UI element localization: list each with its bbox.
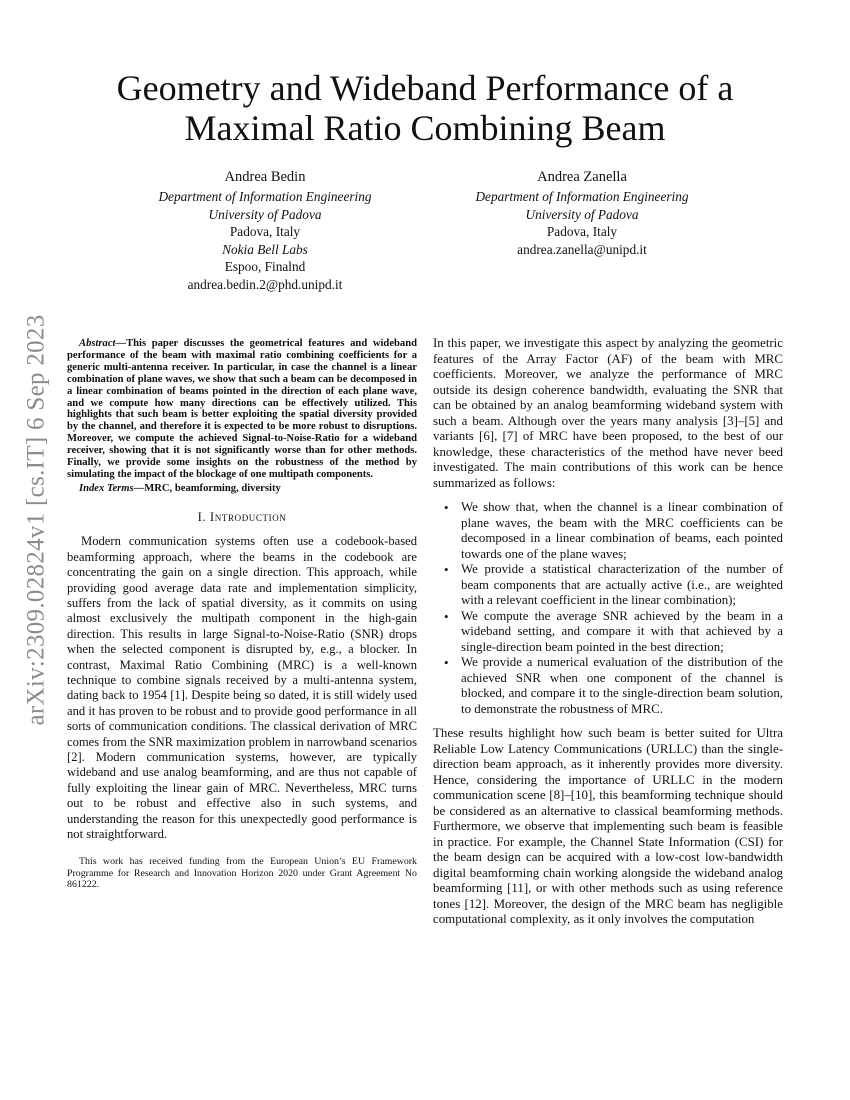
section-heading-introduction [67,509,417,525]
list-item: • We show that, when the channel is a linear combination of plane waves, the beam with the MRC coefficients can be decomposed in a linear combination of beams, each pointed towards one of the plane waves; [461,500,783,562]
author-1 [115,168,415,293]
author-university: University of Padova [208,206,322,222]
author-name: Andrea Bedin [224,169,306,185]
closing-paragraph: These results highlight how such beam is better suited for Ultra Reliable Low Latency Communications (URLLC) than the single-direction beam approach, as it inherently provides more diversity. Hence, considering the importance of URLLC in the modern communication scene [8]–[10], this beamforming technique should be considered as an alternative to classical beamforming methods. Furthermore, we observe that implementing such beam is feasible in practice. For example, the Channel State Information (CSI) for the beam design can be acquired with a low-cost low-bandwidth digital beamforming chain working alongside the wideband analog beamforming [11], or with other methods such as using reference tones [12]. Moreover, the design of the MRC beam has negligible computational complexity, as it only involves the computation [433,726,783,926]
index-terms [67,483,417,495]
author-email: andrea.bedin.2@phd.unipd.it [187,276,343,292]
author-department: Department of Information Engineering [158,189,372,204]
list-item: • We compute the average SNR achieved by the beam in a wideband setting, and compare it with that achieved by a single-direction beam pointed in the best direction; [461,609,783,656]
author-affiliation-2: Nokia Bell Labs [222,241,308,257]
author-email: andrea.zanella@unipd.it [517,241,647,257]
abstract [67,338,417,481]
contributions-list [433,500,783,717]
paper-title: Geometry and Wideband Performance of a Maximal Ratio Combining Beam [116,68,734,148]
index-terms-text: —MRC, beamforming, diversity [133,482,281,494]
section-number: I. [197,509,207,524]
author-location-2: Espoo, Finalnd [224,259,306,274]
author-location: Padova, Italy [229,224,301,239]
contributions-intro-paragraph: In this paper, we investigate this aspect by analyzing the geometric features of the Array Factor (AF) of the beam with MRC coefficients. Moreover, we analyze the performance of MRC outside its design coherence bandwidth, evaluating the SNR that can be obtained by an analog beamforming wideband system with such a beam. Although over the years many analysis [3]–[5] and variants [6], [7] of MRC have been proposed, to the best of our knowledge, these characteristics of the method have never beed investigated. The main contributions of this work can be hence summarized as follows: [433,336,783,490]
author-department: Department of Information Engineering [475,189,689,204]
author-university: University of Padova [525,206,639,222]
abstract-label: Abstract [79,338,116,349]
left-column [67,338,417,890]
author-location: Padova, Italy [546,224,618,239]
funding-footnote: This work has received funding from the European Union’s EU Framework Programme for Research and Innovation Horizon 2020 under Grant Agreement No 861222. [67,856,417,890]
arxiv-identifier-text: arXiv:2309.02824v1 [cs.IT] 6 Sep 2023 [23,314,51,726]
section-title: Introduction [209,508,287,524]
list-item: • We provide a numerical evaluation of the distribution of the achieved SNR when one component of the channel is blocked, and compare it to the single-direction beam solution, to demonstrate the robustness of MRC. [461,655,783,717]
arxiv-identifier-stamp [20,270,54,770]
list-item: • We provide a statistical characterization of the number of beam components that are actually active (i.e., are weighted with a relevant coefficient in the linear combination); [461,562,783,609]
index-terms-label: Index Terms [79,482,134,494]
author-name: Andrea Zanella [537,169,627,185]
abstract-text: —This paper discusses the geometrical features and wideband performance of the beam with maximal ratio combining coefficients for a generic multi-antenna receiver. In particular, in case the channel is a linear combination of plane waves, we show that such a beam can be decomposed in a linear combination of beams pointed in the direction of each plane wave, and we compute how many directions can be effectively utilized. This highlights that such beam is better exploiting the spatial diversity provided by the channel, and therefore it is expected to be more robust to disruptions. Moreover, we compute the achieved Signal-to-Noise-Ratio for a wideband receiver, showing that it is not significantly worse than for other methods. Finally, we provide some insights on the robustness of the method by simulating the impact of the blockage of one multipath components. [67,338,417,480]
author-2 [432,168,732,258]
right-column [433,336,783,928]
intro-paragraph: Modern communication systems often use a codebook-based beamforming approach, where the beams in the codebook are concentrating the gain on a single direction. This approach, while providing good average data rate and implementation simplicity, suffers from the lack of spatial diversity, as it commits on using almost exclusively the multipath component in the high-gain direction. This results in large Signal-to-Noise-Ratio (SNR) drops when the selected component is disrupted by, e.g., a blocker. In contrast, Maximal Ratio Combining (MRC) is a well-known technique to combine signals received by a multi-antenna system, dating back to 1954 [1]. Despite being so dated, it is still widely used and it has proven to be robust and to provide good performance in all sorts of communication conditions. The classical derivation of MRC comes from the SNR maximization problem in narrowband scenarios [2]. Modern communication systems, however, are typically wideband and use analog beamforming, and are thus not capable of fully exploiting the linear gain of MRC. Nevertheless, MRC turns out to be robust and effective also in such systems, and understanding the reason for this unexpectedly good performance is not straightforward. [67,534,417,841]
